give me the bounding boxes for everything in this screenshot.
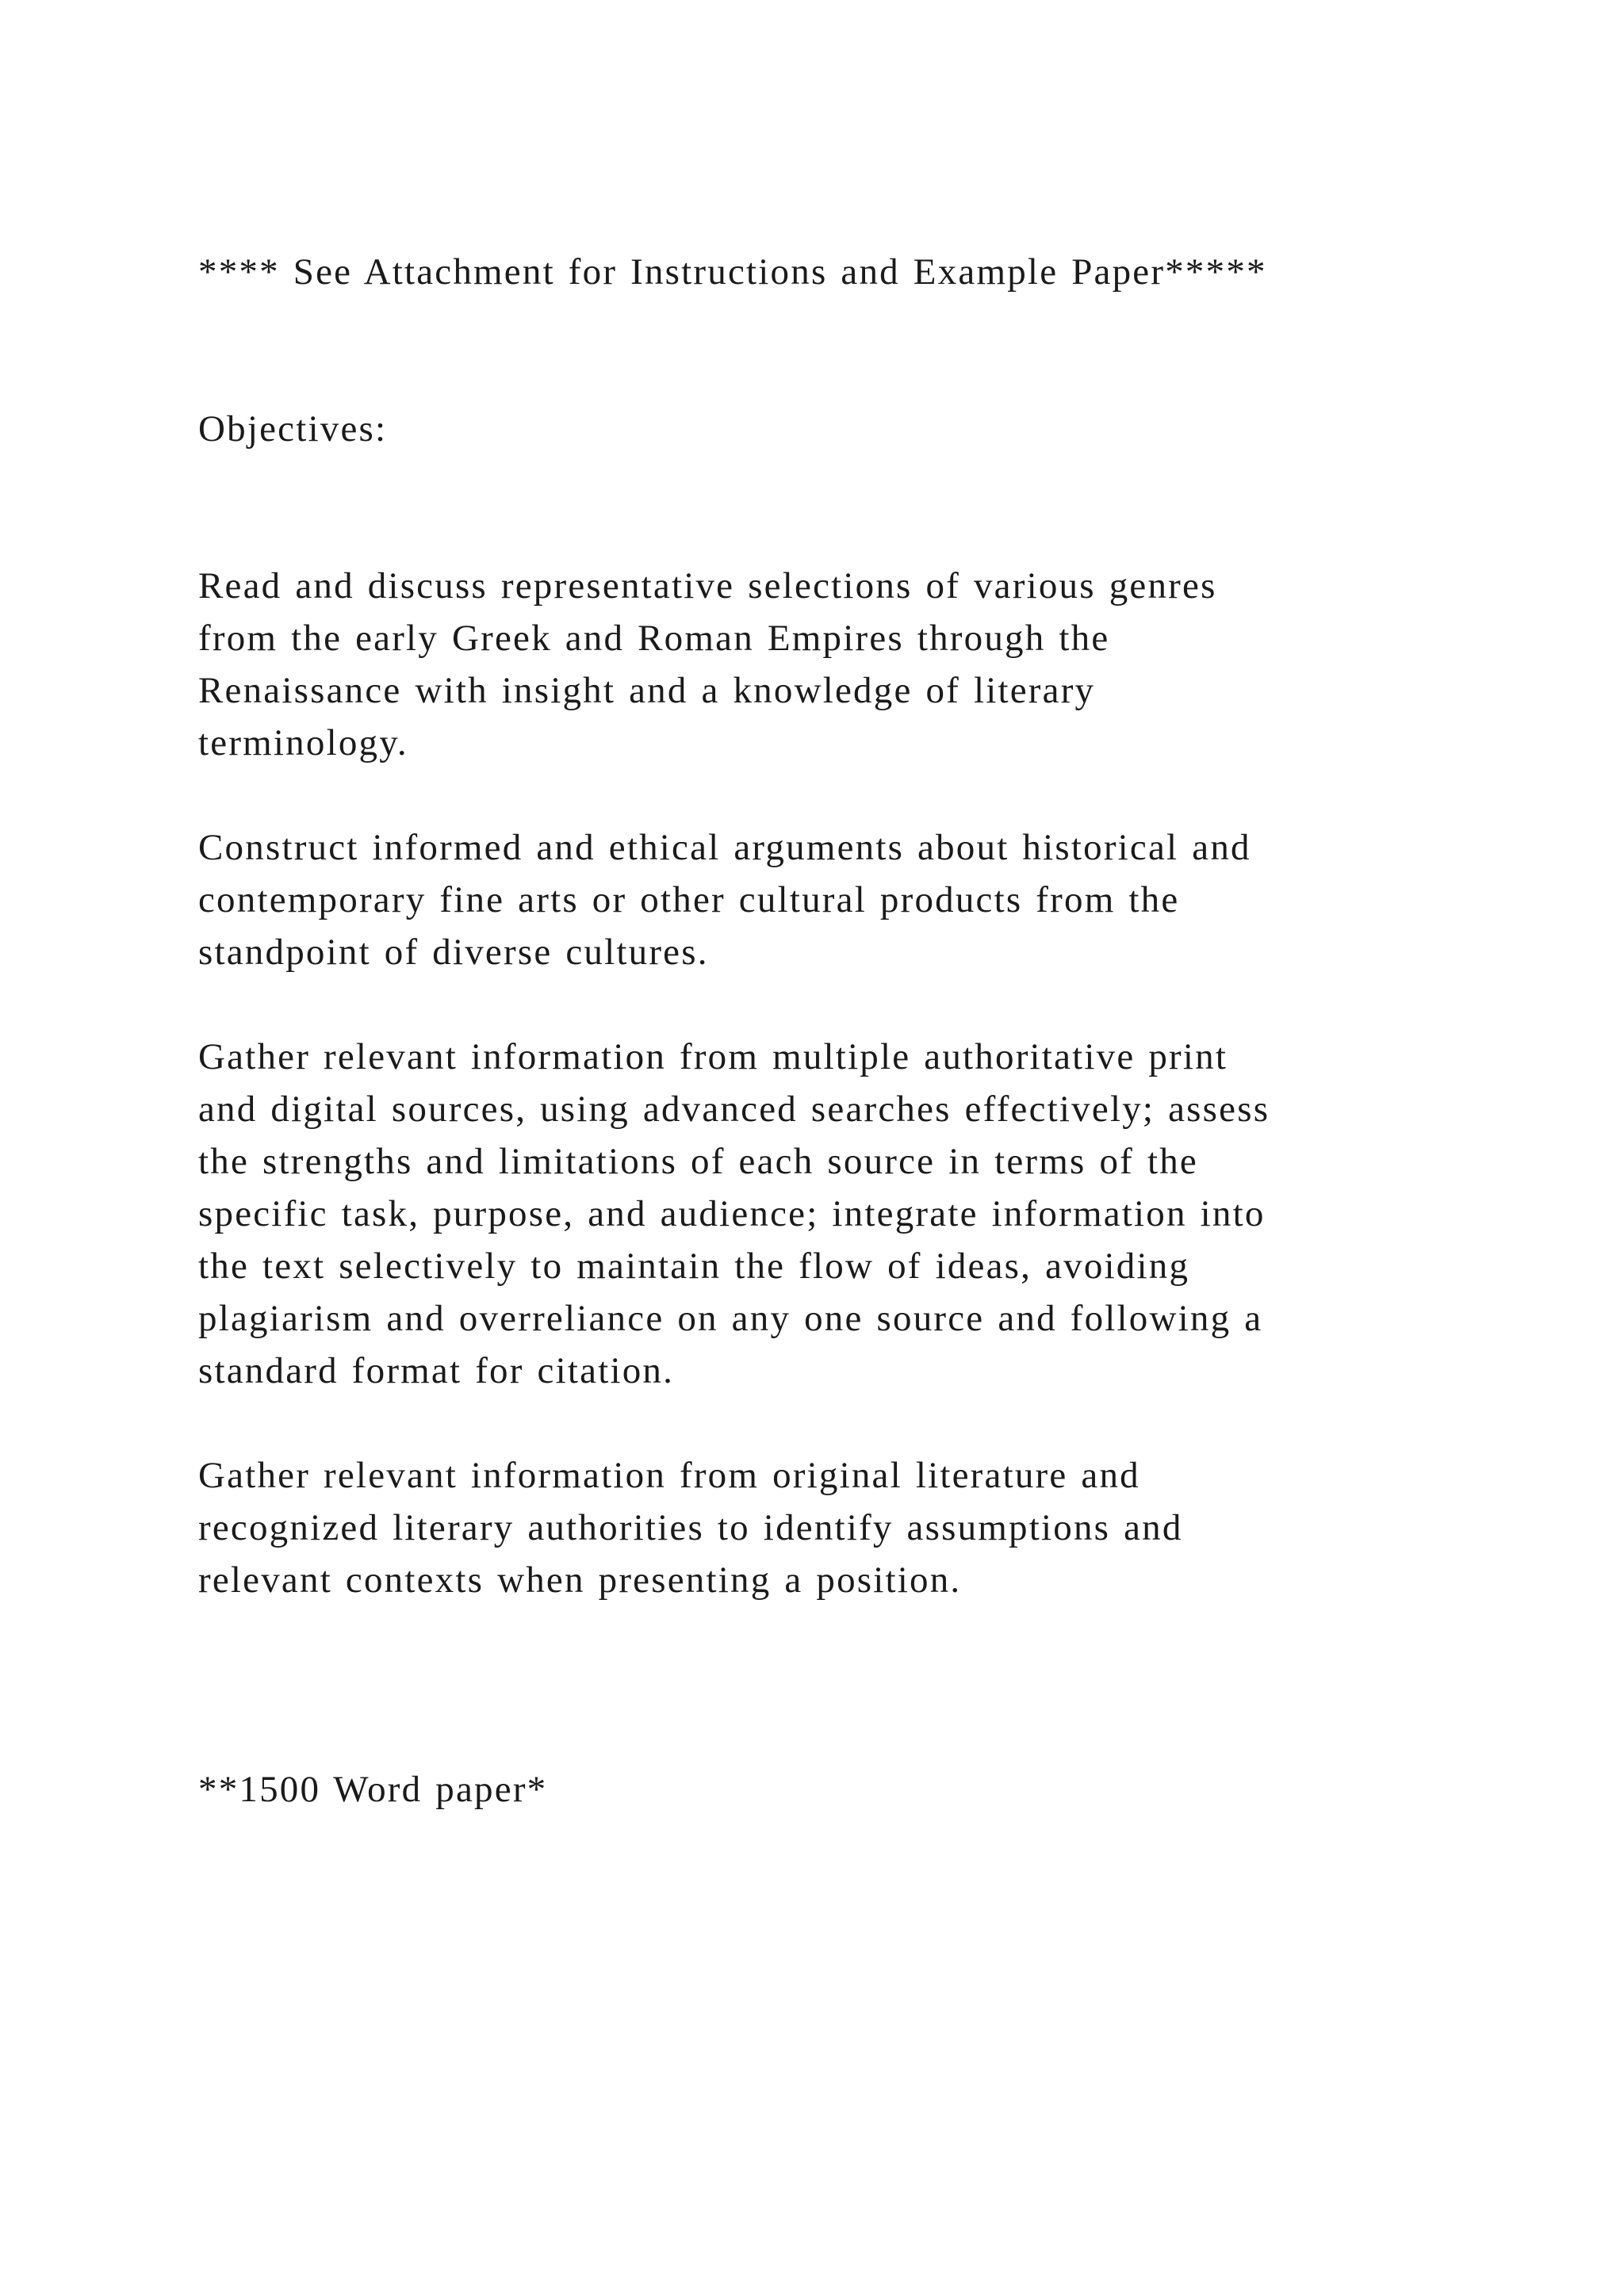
objectives-heading: Objectives:: [198, 408, 388, 450]
paragraph-line: standard format for citation.: [198, 1350, 675, 1391]
paragraph-line: standpoint of diverse cultures.: [198, 932, 709, 973]
paragraph-line: relevant contexts when presenting a position.: [198, 1559, 962, 1601]
paragraph-line: recognized literary authorities to identify assumptions and: [198, 1507, 1183, 1548]
paragraph-line: Construct informed and ethical arguments about historical and: [198, 827, 1251, 868]
attachment-notice: **** See Attachment for Instructions and Example Paper*****: [198, 251, 1267, 293]
paragraph-line: Read and discuss representative selections of various genres: [198, 565, 1217, 607]
paragraph-line: the strengths and limitations of each source in terms of the: [198, 1141, 1198, 1182]
paragraph-line: Gather relevant information from multiple authoritative print: [198, 1036, 1228, 1077]
paragraph-line: terminology.: [198, 722, 408, 763]
word-count-note: **1500 Word paper*: [198, 1769, 548, 1810]
paragraph-line: specific task, purpose, and audience; integrate information into: [198, 1193, 1266, 1234]
paragraph-line: the text selectively to maintain the flow of ideas, avoiding: [198, 1246, 1190, 1287]
paragraph-line: and digital sources, using advanced searches effectively; assess: [198, 1089, 1270, 1130]
paragraph-line: Renaissance with insight and a knowledge of literary: [198, 670, 1096, 711]
paragraph-line: from the early Greek and Roman Empires through the: [198, 618, 1110, 659]
paragraph-line: contemporary fine arts or other cultural products from the: [198, 879, 1180, 920]
paragraph-line: Gather relevant information from original literature and: [198, 1455, 1140, 1496]
paragraph-line: plagiarism and overreliance on any one source and following a: [198, 1298, 1263, 1339]
